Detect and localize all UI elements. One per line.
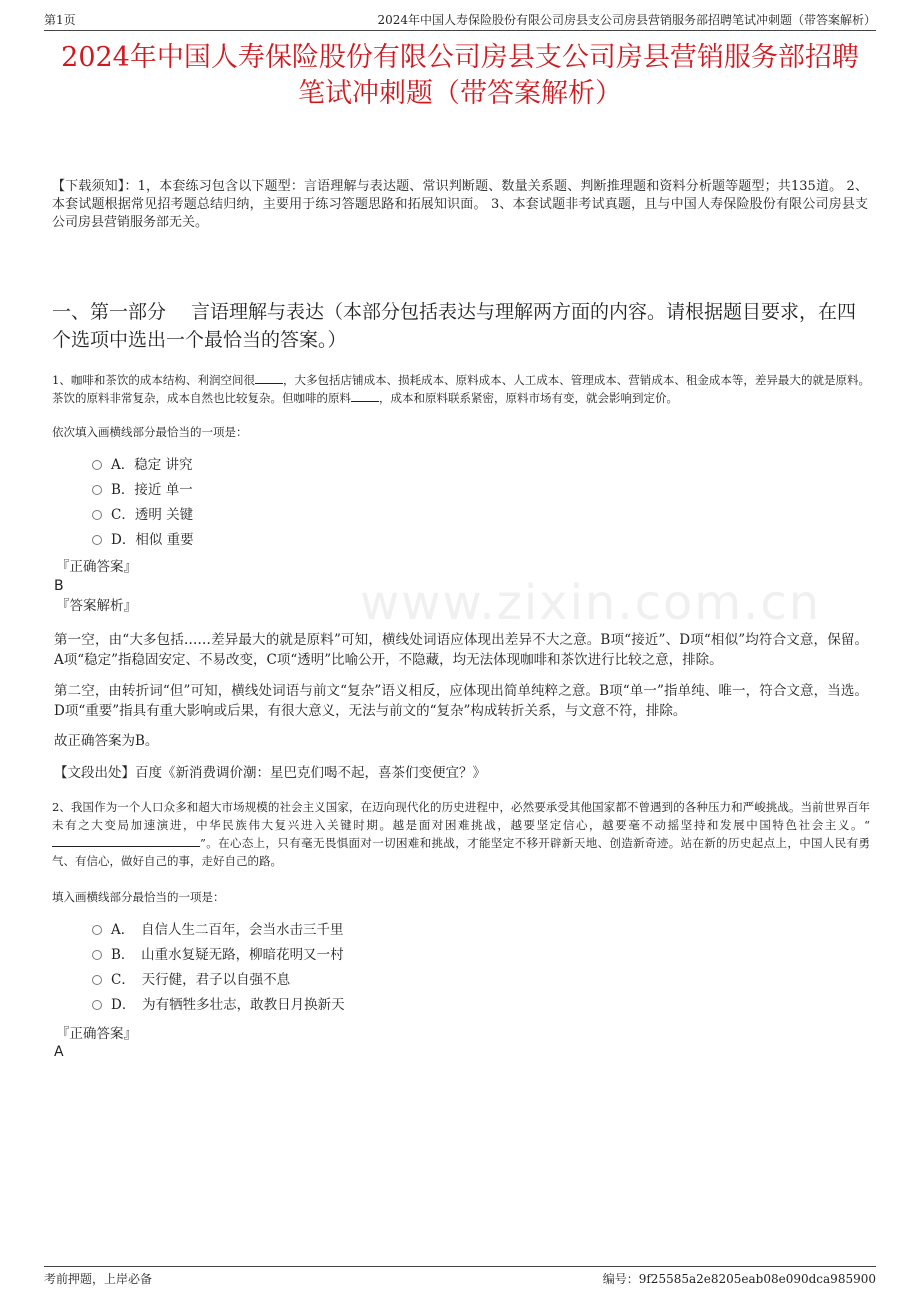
q1-option-c[interactable]: C．透明 关键 [92, 503, 194, 528]
q2-options [92, 918, 345, 1018]
q2-correct-label: 『正确答案』 [56, 1026, 137, 1042]
q1-prompt: 依次填入画横线部分最恰当的一项是： [52, 425, 248, 439]
q1-text-c: ，成本和原料联系紧密，原料市场有变，就会影响到定价。 [379, 391, 678, 405]
footer-doc-id: 编号：9f25585a2e8205eab08e090dca985900 [602, 1272, 876, 1286]
q1-analysis-2: 第二空，由转折词“但”可知，横线处词语与前文“复杂”语义相反，应体现出简单纯粹之意。B项“单一”指单纯、唯一，符合文意，当选。D项“重要”指具有重大影响或后果，有很大意义，无法与前文的“复杂”构成转折关系，与文意不符，排除。 [54, 683, 868, 719]
q2-option-c[interactable]: C． 天行健，君子以自强不息 [92, 968, 345, 993]
q2-blank [52, 834, 200, 847]
page-title: 2024年中国人寿保险股份有限公司房县支公司房县营销服务部招聘笔试冲刺题（带答案解析） [61, 42, 859, 109]
download-notice: 【下载须知】：1，本套练习包含以下题型：言语理解与表达题、常识判断题、数量关系题、判断推理题和资料分析题等题型；共135道。 2、本套试题根据常见招考题总结归纳，主要用于练习答题思路和拓展知识面。 3、本套试题非考试真题，且与中国人寿保险股份有限公司房县支公司房县营销服务部无关。 [52, 179, 868, 230]
q2-option-b[interactable]: B． 山重水复疑无路，柳暗花明又一村 [92, 943, 345, 968]
q1-option-d[interactable]: D．相似 重要 [92, 528, 194, 553]
q1-analysis-1: 第一空，由“大多包括……差异最大的就是原料”可知，横线处词语应体现出差异不大之意。B项“接近”、D项“相似”均符合文意，保留。A项“稳定”指稳固安定、不易改变，C项“透明”比喻公开，不隐藏，均无法体现咖啡和茶饮进行比较之意，排除。 [54, 632, 868, 668]
page-number: 第1页 [44, 13, 76, 27]
q2-text-b: ”。在心态上，只有毫无畏惧面对一切困难和挑战，才能坚定不移开辟新天地、创造新奇迹。站在新的历史起点上，中国人民有勇气、有信心，做好自己的事，走好自己的路。 [52, 836, 870, 868]
q1-analysis-3: 故正确答案为B。 [54, 733, 159, 749]
q1-option-a[interactable]: A．稳定 讲究 [92, 453, 194, 478]
radio-icon[interactable] [92, 510, 102, 520]
section-heading: 一、第一部分 言语理解与表达（本部分包括表达与理解两方面的内容。请根据题目要求，在四个选项中选出一个最恰当的答案。） [52, 301, 857, 351]
q1-analysis-label: 『答案解析』 [56, 598, 137, 614]
q1-text-b: ，大多包括店铺成本、损耗成本、原料成本、人工成本、管理成本、营销成本、租金成本等，差异最大的就是原料。茶饮的原料非常复杂，成本自然也比较复杂。但咖啡的原料 [52, 373, 870, 405]
q1-text-a: 1、咖啡和茶饮的成本结构、利润空间很 [52, 373, 255, 387]
q1-source: 【文段出处】百度《新消费调价潮：星巴克们喝不起，喜茶们变便宜？》 [54, 765, 486, 781]
question-2-stem [52, 798, 870, 870]
watermark: www.zixin.com.cn [360, 575, 822, 631]
radio-icon[interactable] [92, 950, 102, 960]
radio-icon[interactable] [92, 975, 102, 985]
radio-icon[interactable] [92, 460, 102, 470]
header-doc-title: 2024年中国人寿保险股份有限公司房县支公司房县营销服务部招聘笔试冲刺题（带答案解析） [377, 13, 876, 27]
q2-text-a: 2、我国作为一个人口众多和超大市场规模的社会主义国家，在迈向现代化的历史进程中，必然要承受其他国家都不曾遇到的各种压力和严峻挑战。当前世界百年未有之大变局加速演进，中华民族伟大复兴进入关键时期。越是面对困难挑战，越要坚定信心，越要毫不动摇坚持和发展中国特色社会主义。“ [52, 800, 870, 832]
footer-slogan: 考前押题，上岸必备 [44, 1272, 153, 1286]
q1-option-b[interactable]: B．接近 单一 [92, 478, 194, 503]
q2-prompt: 填入画横线部分最恰当的一项是： [52, 890, 225, 904]
q2-option-a[interactable]: A． 自信人生二百年，会当水击三千里 [92, 918, 345, 943]
radio-icon[interactable] [92, 925, 102, 935]
radio-icon[interactable] [92, 1000, 102, 1010]
page-footer [44, 1266, 876, 1287]
q2-answer: A [54, 1044, 64, 1060]
question-1-stem [52, 371, 870, 407]
q1-correct-label: 『正确答案』 [56, 559, 137, 575]
radio-icon[interactable] [92, 485, 102, 495]
q1-answer: B [54, 578, 64, 594]
q1-blank-2 [351, 389, 379, 402]
q2-option-d[interactable]: D． 为有牺牲多壮志，敢教日月换新天 [92, 993, 345, 1018]
radio-icon[interactable] [92, 535, 102, 545]
page-header [44, 10, 876, 31]
q1-blank-1 [255, 371, 283, 384]
q1-options [92, 453, 194, 553]
